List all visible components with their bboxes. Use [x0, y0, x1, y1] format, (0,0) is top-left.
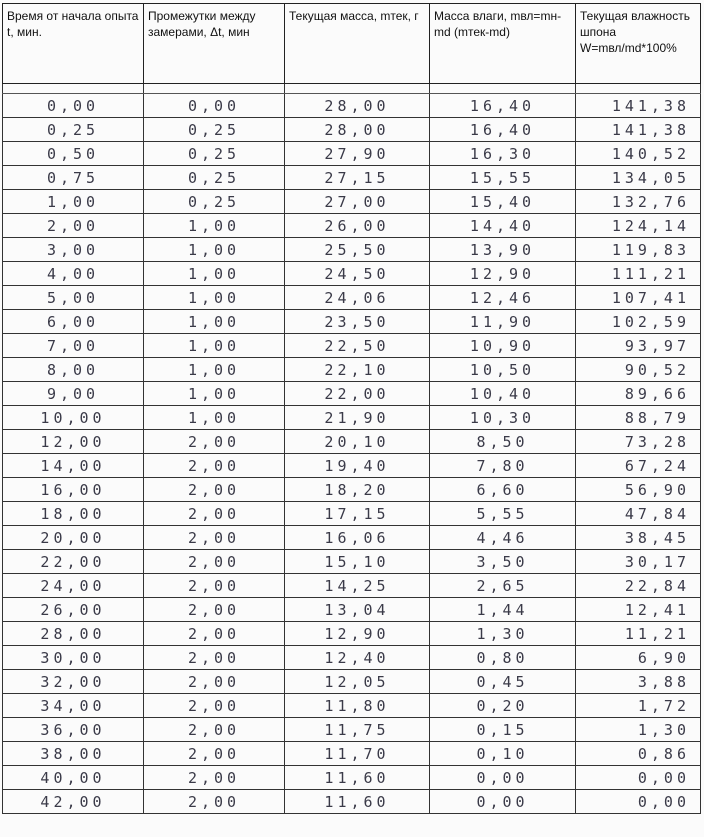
table-row: [3, 646, 701, 670]
table-row: [3, 430, 701, 454]
interval-cell: 2,00: [144, 574, 285, 598]
current-mass-cell: 11,80: [285, 694, 430, 718]
time-cell: 38,00: [3, 742, 144, 766]
current-mass-cell: 12,40: [285, 646, 430, 670]
time-cell: 18,00: [3, 502, 144, 526]
table-row: [3, 598, 701, 622]
time-cell: 2,00: [3, 214, 144, 238]
moisture-content-cell: 89,66: [576, 382, 701, 406]
moisture-mass-cell: 5,55: [430, 502, 576, 526]
interval-cell: 1,00: [144, 214, 285, 238]
table-row: [3, 550, 701, 574]
moisture-mass-cell: 10,50: [430, 358, 576, 382]
table-row: [3, 406, 701, 430]
moisture-mass-cell: 6,60: [430, 478, 576, 502]
time-cell: 24,00: [3, 574, 144, 598]
moisture-mass-cell: 15,55: [430, 166, 576, 190]
table-row: [3, 262, 701, 286]
moisture-content-cell: 1,72: [576, 694, 701, 718]
time-cell: 1,00: [3, 190, 144, 214]
interval-cell: 1,00: [144, 358, 285, 382]
time-cell: 5,00: [3, 286, 144, 310]
moisture-mass-cell: 10,40: [430, 382, 576, 406]
current-mass-cell: 24,50: [285, 262, 430, 286]
table-row: [3, 142, 701, 166]
interval-cell: 2,00: [144, 766, 285, 790]
interval-cell: 2,00: [144, 670, 285, 694]
time-cell: 3,00: [3, 238, 144, 262]
current-mass-cell: 21,90: [285, 406, 430, 430]
table-row: [3, 766, 701, 790]
moisture-content-cell: 119,83: [576, 238, 701, 262]
current-mass-cell: 20,10: [285, 430, 430, 454]
moisture-mass-cell: 14,40: [430, 214, 576, 238]
table-row: [3, 118, 701, 142]
interval-cell: 2,00: [144, 502, 285, 526]
moisture-content-cell: 47,84: [576, 502, 701, 526]
moisture-content-cell: 93,97: [576, 334, 701, 358]
table-row: [3, 790, 701, 814]
time-cell: 14,00: [3, 454, 144, 478]
moisture-mass-cell: 15,40: [430, 190, 576, 214]
drying-data-table: [2, 3, 701, 814]
current-mass-cell: 27,00: [285, 190, 430, 214]
moisture-content-cell: 30,17: [576, 550, 701, 574]
time-cell: 28,00: [3, 622, 144, 646]
moisture-content-cell: 132,76: [576, 190, 701, 214]
interval-cell: 2,00: [144, 790, 285, 814]
table-row: [3, 718, 701, 742]
moisture-mass-cell: 10,30: [430, 406, 576, 430]
moisture-content-cell: 111,21: [576, 262, 701, 286]
current-mass-cell: 23,50: [285, 310, 430, 334]
moisture-content-cell: 0,86: [576, 742, 701, 766]
time-cell: 0,75: [3, 166, 144, 190]
current-mass-cell: 22,50: [285, 334, 430, 358]
interval-cell: 1,00: [144, 262, 285, 286]
table-row: [3, 238, 701, 262]
moisture-content-cell: 6,90: [576, 646, 701, 670]
moisture-content-cell: 11,21: [576, 622, 701, 646]
moisture-mass-cell: 1,30: [430, 622, 576, 646]
time-cell: 34,00: [3, 694, 144, 718]
interval-cell: 2,00: [144, 718, 285, 742]
moisture-mass-cell: 12,46: [430, 286, 576, 310]
interval-cell: 2,00: [144, 430, 285, 454]
moisture-content-cell: 141,38: [576, 118, 701, 142]
moisture-mass-cell: 0,15: [430, 718, 576, 742]
moisture-content-cell: 141,38: [576, 94, 701, 118]
moisture-mass-cell: 3,50: [430, 550, 576, 574]
time-cell: 40,00: [3, 766, 144, 790]
current-mass-cell: 15,10: [285, 550, 430, 574]
table-row: [3, 214, 701, 238]
header-moisture-mass: Масса влаги, mвл=mн-md (mтек-md): [430, 4, 576, 84]
moisture-content-cell: 1,30: [576, 718, 701, 742]
current-mass-cell: 12,90: [285, 622, 430, 646]
current-mass-cell: 18,20: [285, 478, 430, 502]
moisture-mass-cell: 1,44: [430, 598, 576, 622]
current-mass-cell: 13,04: [285, 598, 430, 622]
interval-cell: 2,00: [144, 550, 285, 574]
table-row: [3, 382, 701, 406]
moisture-mass-cell: 10,90: [430, 334, 576, 358]
interval-cell: 2,00: [144, 454, 285, 478]
table-row: [3, 310, 701, 334]
table-row: [3, 166, 701, 190]
time-cell: 6,00: [3, 310, 144, 334]
moisture-content-cell: 102,59: [576, 310, 701, 334]
interval-cell: 2,00: [144, 526, 285, 550]
moisture-content-cell: 73,28: [576, 430, 701, 454]
moisture-mass-cell: 0,10: [430, 742, 576, 766]
moisture-mass-cell: 2,65: [430, 574, 576, 598]
interval-cell: 2,00: [144, 742, 285, 766]
table-row: [3, 454, 701, 478]
header-moisture-content: Текущая влажность шпона W=mвл/md*100%: [576, 4, 701, 84]
time-cell: 9,00: [3, 382, 144, 406]
time-cell: 12,00: [3, 430, 144, 454]
time-cell: 0,50: [3, 142, 144, 166]
moisture-mass-cell: 0,80: [430, 646, 576, 670]
current-mass-cell: 27,90: [285, 142, 430, 166]
table-row: [3, 742, 701, 766]
moisture-content-cell: 140,52: [576, 142, 701, 166]
current-mass-cell: 11,70: [285, 742, 430, 766]
time-cell: 10,00: [3, 406, 144, 430]
current-mass-cell: 22,00: [285, 382, 430, 406]
moisture-content-cell: 12,41: [576, 598, 701, 622]
moisture-content-cell: 0,00: [576, 766, 701, 790]
time-cell: 42,00: [3, 790, 144, 814]
interval-cell: 1,00: [144, 286, 285, 310]
interval-cell: 1,00: [144, 406, 285, 430]
table-row: [3, 622, 701, 646]
interval-cell: 0,25: [144, 118, 285, 142]
moisture-content-cell: 67,24: [576, 454, 701, 478]
interval-cell: 2,00: [144, 478, 285, 502]
current-mass-cell: 17,15: [285, 502, 430, 526]
moisture-mass-cell: 16,40: [430, 94, 576, 118]
time-cell: 32,00: [3, 670, 144, 694]
time-cell: 16,00: [3, 478, 144, 502]
current-mass-cell: 26,00: [285, 214, 430, 238]
moisture-mass-cell: 11,90: [430, 310, 576, 334]
moisture-mass-cell: 12,90: [430, 262, 576, 286]
current-mass-cell: 28,00: [285, 94, 430, 118]
header-row: [3, 4, 701, 84]
current-mass-cell: 11,75: [285, 718, 430, 742]
interval-cell: 2,00: [144, 646, 285, 670]
interval-cell: 2,00: [144, 622, 285, 646]
moisture-content-cell: 22,84: [576, 574, 701, 598]
table-row: [3, 478, 701, 502]
moisture-content-cell: 134,05: [576, 166, 701, 190]
moisture-content-cell: 0,00: [576, 790, 701, 814]
interval-cell: 1,00: [144, 310, 285, 334]
moisture-mass-cell: 0,45: [430, 670, 576, 694]
moisture-mass-cell: 4,46: [430, 526, 576, 550]
current-mass-cell: 25,50: [285, 238, 430, 262]
moisture-mass-cell: 16,30: [430, 142, 576, 166]
spacer-row: [3, 84, 701, 94]
current-mass-cell: 11,60: [285, 766, 430, 790]
moisture-mass-cell: 0,00: [430, 790, 576, 814]
time-cell: 0,00: [3, 94, 144, 118]
interval-cell: 1,00: [144, 382, 285, 406]
moisture-mass-cell: 7,80: [430, 454, 576, 478]
current-mass-cell: 19,40: [285, 454, 430, 478]
moisture-content-cell: 56,90: [576, 478, 701, 502]
moisture-mass-cell: 13,90: [430, 238, 576, 262]
interval-cell: 0,25: [144, 166, 285, 190]
interval-cell: 0,25: [144, 190, 285, 214]
header-current-mass: Текущая масса, mтек, г: [285, 4, 430, 84]
current-mass-cell: 22,10: [285, 358, 430, 382]
moisture-mass-cell: 0,20: [430, 694, 576, 718]
time-cell: 7,00: [3, 334, 144, 358]
table-row: [3, 190, 701, 214]
moisture-mass-cell: 0,00: [430, 766, 576, 790]
table-row: [3, 574, 701, 598]
time-cell: 0,25: [3, 118, 144, 142]
moisture-content-cell: 3,88: [576, 670, 701, 694]
current-mass-cell: 16,06: [285, 526, 430, 550]
header-interval: Промежутки между замерами, Δt, мин: [144, 4, 285, 84]
interval-cell: 0,00: [144, 94, 285, 118]
interval-cell: 0,25: [144, 142, 285, 166]
table-row: [3, 94, 701, 118]
interval-cell: 1,00: [144, 334, 285, 358]
time-cell: 30,00: [3, 646, 144, 670]
time-cell: 4,00: [3, 262, 144, 286]
time-cell: 22,00: [3, 550, 144, 574]
time-cell: 36,00: [3, 718, 144, 742]
moisture-content-cell: 124,14: [576, 214, 701, 238]
moisture-content-cell: 38,45: [576, 526, 701, 550]
time-cell: 20,00: [3, 526, 144, 550]
current-mass-cell: 12,05: [285, 670, 430, 694]
table-row: [3, 526, 701, 550]
current-mass-cell: 28,00: [285, 118, 430, 142]
table-row: [3, 358, 701, 382]
table-row: [3, 502, 701, 526]
moisture-mass-cell: 16,40: [430, 118, 576, 142]
moisture-content-cell: 90,52: [576, 358, 701, 382]
interval-cell: 2,00: [144, 694, 285, 718]
interval-cell: 2,00: [144, 598, 285, 622]
table-row: [3, 694, 701, 718]
current-mass-cell: 24,06: [285, 286, 430, 310]
interval-cell: 1,00: [144, 238, 285, 262]
current-mass-cell: 27,15: [285, 166, 430, 190]
time-cell: 26,00: [3, 598, 144, 622]
moisture-content-cell: 88,79: [576, 406, 701, 430]
current-mass-cell: 14,25: [285, 574, 430, 598]
current-mass-cell: 11,60: [285, 790, 430, 814]
moisture-content-cell: 107,41: [576, 286, 701, 310]
table-row: [3, 670, 701, 694]
table-row: [3, 286, 701, 310]
moisture-mass-cell: 8,50: [430, 430, 576, 454]
table-row: [3, 334, 701, 358]
time-cell: 8,00: [3, 358, 144, 382]
header-time: Время от начала опыта t, мин.: [3, 4, 144, 84]
